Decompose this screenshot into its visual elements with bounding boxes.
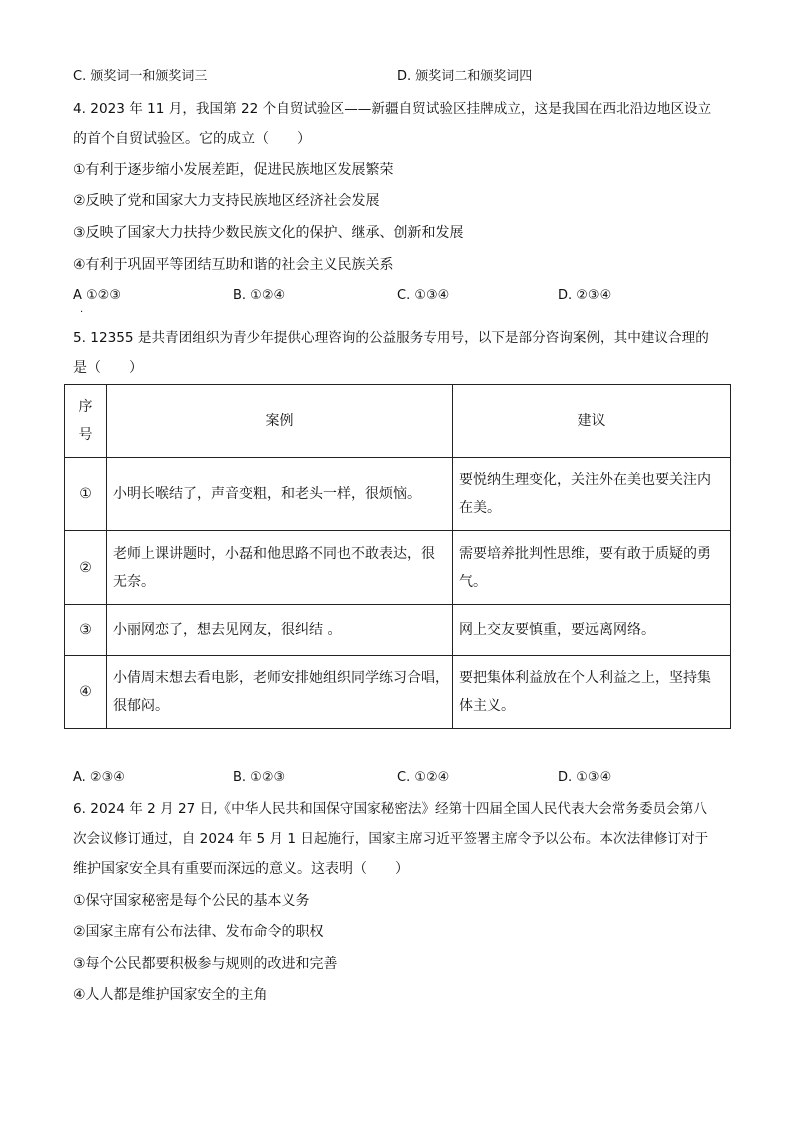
q5-option-d: D. ①③④ [558, 770, 612, 785]
q6-stem-line2: 次会议修订通过，自 2024 年 5 月 1 日起施行，国家主席习近平签署主席令予以公布。本次法律修订对于 [73, 831, 709, 847]
header-seq-char-1: 序 [78, 399, 93, 415]
q4-item-3: ③反映了国家大力扶持少数民族文化的保护、继承、创新和发展 [73, 225, 464, 241]
q6-item-1: ①保守国家秘密是每个公民的基本义务 [73, 893, 310, 909]
case-table [64, 384, 731, 729]
header-case-cell: 案例 [107, 385, 453, 458]
q4-stem-line1: 4. 2023 年 11 月，我国第 22 个自贸试验区——新疆自贸试验区挂牌成立，这是我国在西北沿边地区设立 [73, 101, 712, 117]
row-seq-cell: ② [65, 531, 107, 605]
row-advice-line2: 在美。 [459, 500, 501, 516]
table-row [65, 656, 731, 729]
row-case-cell [107, 531, 453, 605]
row-advice-cell [453, 531, 731, 605]
table-row [65, 605, 731, 656]
q3-option-c: C. 颁奖词一和颁奖词三 [73, 69, 208, 84]
q4-item-4: ④有利于巩固平等团结互助和谐的社会主义民族关系 [73, 257, 394, 273]
q5-option-b: B. ①②③ [233, 770, 286, 785]
row-case-line2: 很郁闷。 [113, 698, 169, 714]
row-case-line1: 老师上课讲题时，小磊和他思路不同也不敢表达，很 [113, 545, 435, 562]
q5-stem-line2: 是（ ） [73, 360, 143, 376]
row-seq-cell: ① [65, 458, 107, 531]
q6-stem-line3: 维护国家安全具有重要而深远的意义。这表明（ ） [73, 861, 409, 877]
row-case-cell [107, 458, 453, 531]
row-seq-cell: ④ [65, 656, 107, 729]
row-advice-cell [453, 605, 731, 656]
header-seq-cell [65, 385, 107, 458]
row-case-line2: 无奈。 [113, 573, 155, 590]
q6-item-3: ③每个公民都要积极参与规则的改进和完善 [73, 956, 338, 972]
table-row [65, 531, 731, 605]
q4-option-c: C. ①③④ [397, 288, 450, 303]
row-advice-cell [453, 458, 731, 531]
q3-option-d: D. 颁奖词二和颁奖词四 [397, 69, 533, 84]
row-case-cell [107, 605, 453, 656]
row-advice-line1: 需要培养批判性思维，要有敢于质疑的勇 [459, 545, 711, 562]
row-case-line1: 小倩周末想去看电影，老师安排她组织同学练习合唱， [113, 670, 449, 686]
q4-option-a-dot: . [80, 304, 84, 315]
row-advice-line1: 网上交友要慎重，要远离网络。 [459, 622, 655, 638]
q4-option-b: B. ①②④ [233, 288, 286, 303]
row-case-line1: 小丽网恋了，想去见网友，很纠结 。 [113, 622, 342, 638]
header-seq-char-2: 号 [78, 427, 93, 443]
table-row [65, 458, 731, 531]
row-advice-line2: 体主义。 [459, 698, 515, 714]
row-case-line1: 小明长喉结了，声音变粗，和老头一样，很烦恼。 [113, 486, 421, 502]
q4-stem-line2: 的首个自贸试验区。它的成立（ ） [73, 131, 311, 147]
q6-stem-line1: 6. 2024 年 2 月 27 日,《中华人民共和国保守国家秘密法》经第十四届全国人民代表大会常务委员会第八 [73, 801, 707, 817]
header-advice-cell: 建议 [453, 385, 731, 458]
q4-option-d: D. ②③④ [558, 288, 612, 303]
q4-item-2: ②反映了党和国家大力支持民族地区经济社会发展 [73, 193, 380, 209]
q6-item-2: ②国家主席有公布法律、发布命令的职权 [73, 924, 324, 940]
row-advice-cell [453, 656, 731, 729]
q6-item-4: ④人人都是维护国家安全的主角 [73, 987, 268, 1003]
q4-option-a: A ①②③ [73, 288, 121, 303]
q4-item-1: ①有利于逐步缩小发展差距，促进民族地区发展繁荣 [73, 162, 394, 178]
row-seq-cell: ③ [65, 605, 107, 656]
q5-stem-line1: 5. 12355 是共青团组织为青少年提供心理咨询的公益服务专用号，以下是部分咨询案例，其中建议合理的 [73, 330, 709, 346]
row-advice-line1: 要把集体利益放在个人利益之上，坚持集 [459, 670, 711, 686]
case-table-header-row [65, 385, 731, 458]
q5-option-c: C. ①②④ [397, 770, 450, 785]
row-advice-line2: 气。 [459, 573, 487, 590]
row-case-cell [107, 656, 453, 729]
row-advice-line1: 要悦纳生理变化，关注外在美也要关注内 [459, 472, 711, 488]
q5-option-a: A. ②③④ [73, 770, 125, 785]
